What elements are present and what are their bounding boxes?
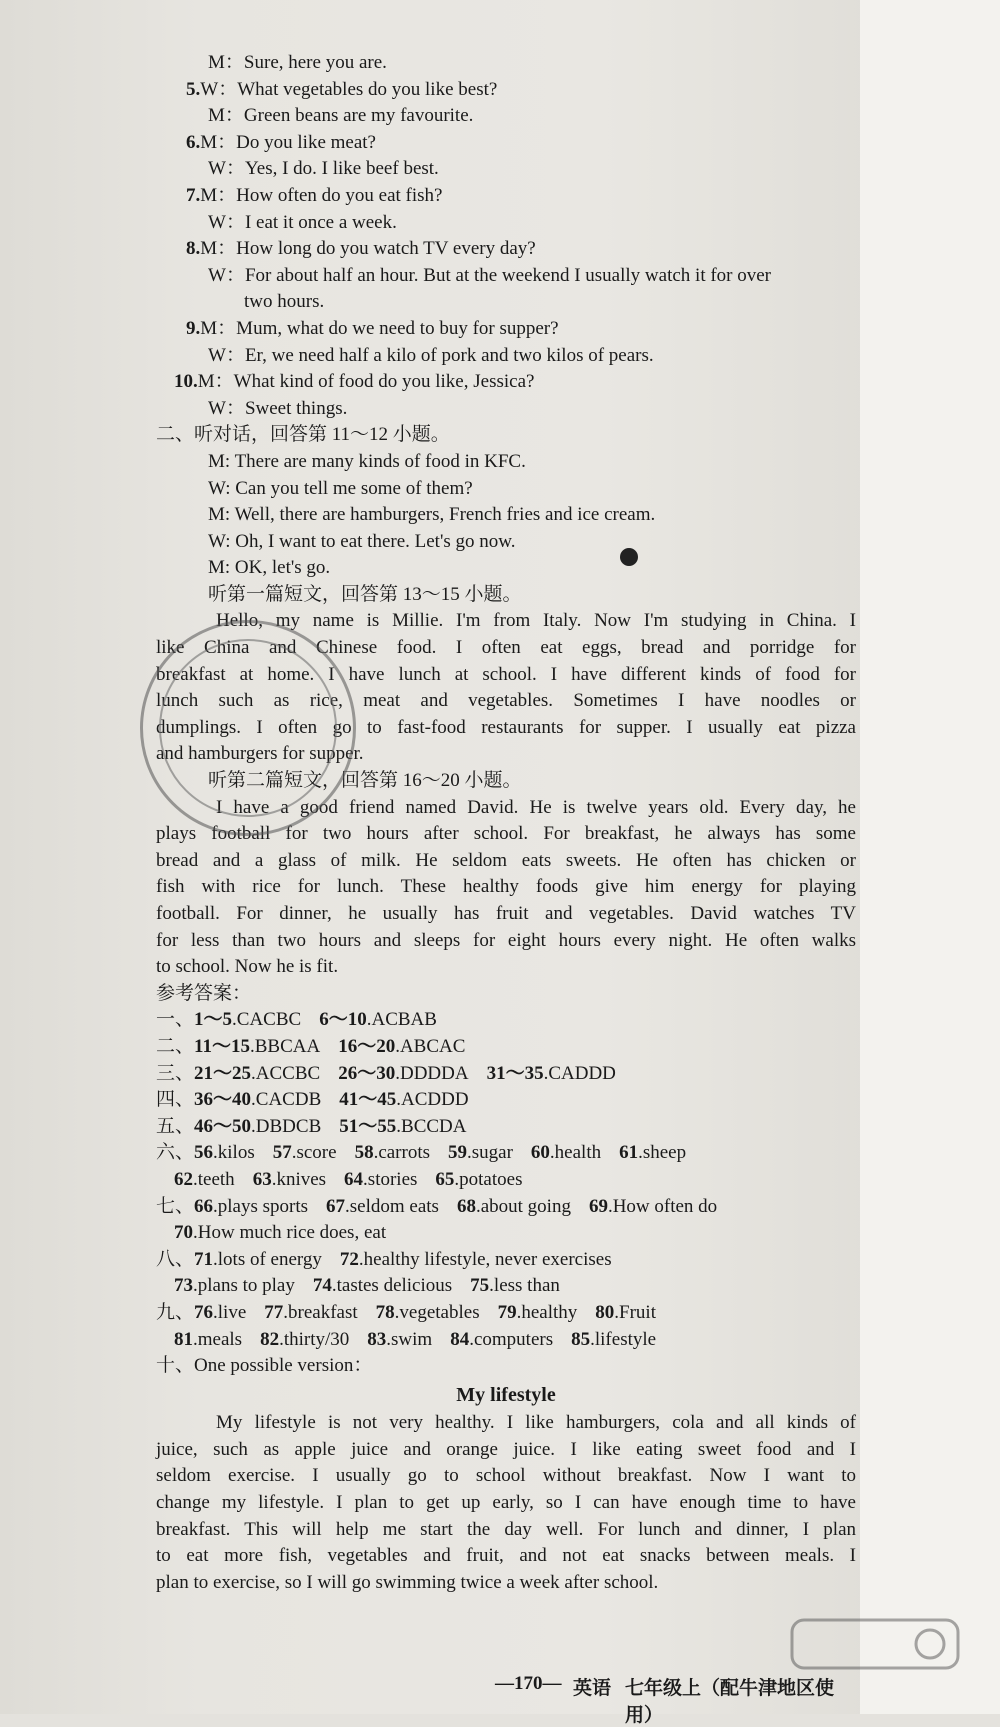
answer-section-label: 四、	[156, 1089, 195, 1111]
answer-row: 九、76.live 77.breakfast 78.vegetables 79.healthy 80.Fruit	[156, 1301, 656, 1323]
answer-range: 62	[174, 1168, 193, 1190]
answer-value: BCCDA	[401, 1115, 467, 1137]
essay-line: to eat more fish, vegetables and fruit, and not eat snacks between meals. I	[156, 1545, 856, 1567]
answer-range: 70	[174, 1222, 193, 1244]
dialog-line: 8 . M：How long do you watch TV every day?	[156, 236, 856, 263]
speaker-label: M	[200, 238, 218, 260]
dialog-line: W：Yes, I do. I like beef best.	[208, 158, 439, 180]
dialog-line: M: There are many kinds of food in KFC.	[208, 450, 526, 472]
answer-range: 26～30	[338, 1062, 396, 1084]
answer-range: 83	[367, 1328, 387, 1350]
essay-line: My lifestyle is not very healthy. I like hamburgers, cola and all kinds of	[216, 1412, 856, 1434]
dialog-text: two hours.	[244, 291, 325, 313]
answer-value: health	[554, 1142, 602, 1164]
answer-row: 四、36～40.CACDB 41～45.ACDDD	[156, 1089, 469, 1111]
answer-row: 八、71.lots of energy 72.healthy lifestyle, never exercises	[156, 1248, 612, 1270]
answer-value: ABCAC	[399, 1035, 466, 1057]
answer-row: 62.teeth 63.knives 64.stories 65.potatoes	[174, 1168, 523, 1190]
answer-range: 65	[435, 1168, 455, 1190]
answer-range: 71	[194, 1248, 214, 1270]
dialog-line: W：For about half an hour. But at the weekend I usually watch it for over	[208, 264, 772, 286]
answer-value: seldom eats	[349, 1195, 439, 1217]
question-number: 5 .	[186, 79, 200, 100]
answer-value: thirty/30	[283, 1328, 350, 1350]
answer-range: 64	[344, 1168, 364, 1190]
page-footer	[0, 1665, 860, 1726]
answer-section-label: 二、	[156, 1035, 195, 1057]
answer-section-label: 九、	[156, 1301, 195, 1323]
essay-line: change my lifestyle. I plan to get up early, so I can have enough time to have	[156, 1492, 856, 1514]
dialog-text: Er, we need half a kilo of pork and two kilos of pears.	[244, 344, 654, 366]
answer-range: 58	[354, 1142, 374, 1164]
speaker-label: W	[208, 264, 226, 286]
answer-range: 46～50	[194, 1115, 252, 1137]
answer-value: vegetables	[399, 1301, 480, 1323]
answer-value: healthy	[521, 1301, 578, 1323]
speaker-label: M	[208, 52, 225, 73]
answer-value: carrots	[378, 1142, 431, 1164]
answer-range: 51～55	[339, 1115, 397, 1137]
answer-value: ACCBC	[255, 1062, 321, 1084]
essay-line: seldom exercise. I usually go to school without breakfast. Now I want to	[156, 1465, 856, 1487]
answer-row: 73.plans to play 74.tastes delicious 75.less than	[174, 1275, 560, 1297]
dialog-text: How long do you watch TV every day?	[236, 238, 536, 260]
answer-row: 七、66.plays sports 67.seldom eats 68.about going 69.How often do	[156, 1195, 718, 1217]
answer-value: knives	[276, 1168, 327, 1190]
dialog-text: Sweet things.	[244, 397, 348, 419]
answer-section-label: 八、	[156, 1248, 195, 1270]
dialog-line: M: Well, there are hamburgers, French fries and ice cream.	[208, 504, 656, 526]
answer-range: 69	[588, 1195, 608, 1217]
answer-value: less than	[493, 1275, 560, 1297]
answer-section-label: 七、	[156, 1195, 195, 1217]
answer-range: 78	[375, 1301, 395, 1323]
answer-range: 79	[497, 1301, 517, 1323]
answer-range: 16～20	[338, 1035, 396, 1057]
answer-range: 57	[272, 1142, 292, 1164]
dialog-line: W: Oh, I want to eat there. Let's go now.	[208, 530, 516, 552]
question-number: 8 .	[186, 238, 200, 259]
passage-line: Hello, my name is Millie. I'm from Italy. Now I'm studying in China. I	[216, 610, 856, 632]
dialog-text: Green beans are my favourite.	[243, 105, 474, 127]
answer-value: sheep	[642, 1142, 687, 1164]
answer-value: tastes delicious	[336, 1275, 453, 1297]
answer-range: 85	[571, 1328, 591, 1350]
answer-range: 73	[174, 1275, 193, 1297]
answer-value: swim	[391, 1328, 433, 1350]
answer-value: live	[217, 1301, 247, 1323]
essay-line: plan to exercise, so I will go swimming twice a week after school.	[156, 1571, 659, 1593]
passage-line: breakfast at home. I have lunch at school. I have different kinds of food for	[156, 663, 856, 685]
answer-value: BBCAA	[254, 1035, 321, 1057]
answer-value: stories	[367, 1168, 418, 1190]
answer-range: 66	[194, 1195, 214, 1217]
answer-row: 81.meals 82.thirty/30 83.swim 84.computers 85.lifestyle	[174, 1328, 657, 1350]
passage-line: football. For dinner, he usually has fruit and vegetables. David watches TV	[156, 903, 856, 924]
answer-section-label: 一、	[156, 1009, 195, 1031]
answer-range: 63	[252, 1168, 272, 1190]
dialog-text: Sure, here you are.	[243, 52, 387, 73]
speaker-label: M	[200, 131, 218, 153]
section-heading: 十、One possible version：	[156, 1355, 373, 1377]
answer-section-label: 三、	[156, 1062, 195, 1084]
answer-value: lots of energy	[217, 1248, 322, 1270]
answer-range: 11～15	[194, 1035, 250, 1057]
speaker-label: W	[208, 158, 226, 180]
passage-line: for less than two hours and sleeps for eight hours every night. He often walks	[156, 929, 856, 951]
essay-title: My lifestyle	[456, 1383, 556, 1406]
dialog-line: M: OK, let's go.	[208, 557, 331, 579]
dialog-line: 6 . M：Do you like meat?	[156, 130, 856, 157]
speaker-label: M	[200, 184, 218, 206]
answer-range: 60	[530, 1142, 550, 1164]
dialog-text: How often do you eat fish?	[236, 184, 443, 206]
question-number: 7 .	[186, 185, 200, 206]
answer-value: Fruit	[619, 1301, 656, 1323]
dialog-text: Mum, what do we need to buy for supper?	[236, 317, 559, 339]
answer-range: 61	[619, 1142, 639, 1164]
answer-range: 31～35	[486, 1062, 544, 1084]
answer-row: 三、21～25.ACCBC 26～30.DDDDA 31～35.CADDD	[156, 1062, 616, 1084]
footer-subject: 英语	[573, 1678, 612, 1699]
answer-range: 76	[194, 1301, 214, 1323]
question-number: 6 .	[186, 132, 200, 153]
answer-value: DDDDA	[399, 1062, 469, 1084]
dialog-text: Do you like meat?	[236, 131, 376, 153]
section-heading: 听第一篇短文，回答第 13～15 小题。	[208, 583, 522, 605]
answer-row: 六、56.kilos 57.score 58.carrots 59.sugar 60.health 61.sheep	[156, 1142, 687, 1164]
answer-range: 68	[456, 1195, 476, 1217]
answer-value: CACDB	[255, 1089, 322, 1111]
passage-line: lunch such as rice, meat and vegetables. Sometimes I have noodles or	[156, 690, 856, 712]
answer-value: How much rice does, eat	[197, 1222, 387, 1244]
passage-line: and hamburgers for supper.	[156, 743, 364, 765]
question-number: 10 .	[174, 371, 198, 392]
answer-row: 70.How much rice does, eat	[174, 1222, 387, 1244]
answer-value: ACDDD	[401, 1089, 469, 1111]
answer-range: 82	[260, 1328, 280, 1350]
speaker-label: M	[200, 317, 218, 339]
answer-range: 41～45	[339, 1089, 397, 1111]
answer-value: score	[296, 1142, 337, 1164]
answer-range: 1～5	[194, 1009, 233, 1031]
answer-value: breakfast	[288, 1301, 358, 1323]
answer-row: 五、46～50.DBDCB 51～55.BCCDA	[156, 1115, 467, 1137]
passage-line: like China and Chinese food. I often eat eggs, bread and porridge for	[156, 637, 856, 659]
dialog-text: What kind of food do you like, Jessica?	[233, 371, 535, 393]
passage-line: fish with rice for lunch. These healthy foods give him energy for playing	[156, 876, 856, 898]
dialog-line	[156, 289, 856, 316]
stamp-seal	[140, 620, 356, 836]
dialog-text: I eat it once a week.	[244, 211, 397, 233]
answer-range: 21～25	[194, 1062, 252, 1084]
answer-row: 二、11～15.BBCAA 16～20.ABCAC	[156, 1035, 466, 1057]
section-heading: 二、听对话，回答第 11～12 小题。	[156, 424, 450, 446]
answer-range: 80	[595, 1301, 615, 1323]
dialog-line: M：Sure, here you are.	[208, 52, 387, 73]
dialog-line: M：Green beans are my favourite.	[208, 105, 474, 127]
answer-range: 81	[174, 1328, 193, 1350]
page-number: —170—	[495, 1673, 562, 1694]
passage-line: to school. Now he is fit.	[156, 956, 339, 978]
speaker-label: W	[208, 397, 226, 419]
passage-line: plays football for two hours after school. For breakfast, he always has some	[156, 823, 856, 845]
dialog-line: 10 . M：What kind of food do you like, Jessica?	[156, 369, 856, 396]
speaker-label: M	[197, 371, 215, 393]
essay-line: juice, such as apple juice and orange juice. I like eating sweet food and I	[156, 1438, 856, 1460]
speaker-label: W	[208, 211, 226, 233]
answer-range: 72	[339, 1248, 359, 1270]
answer-value: computers	[473, 1328, 554, 1350]
question-number: 9 .	[186, 318, 200, 339]
answer-section-label: 六、	[156, 1142, 195, 1164]
answer-value: How often do	[612, 1195, 718, 1217]
answer-section-label: 五、	[156, 1115, 195, 1137]
dialog-text: For about half an hour. But at the weekend I usually watch it for over	[244, 264, 772, 286]
dialog-line: 5 . W：What vegetables do you like best?	[156, 77, 856, 104]
ink-spot	[620, 548, 638, 566]
answer-value: lifestyle	[594, 1328, 657, 1350]
dialog-text: Yes, I do. I like beef best.	[244, 158, 439, 180]
answer-range: 36～40	[194, 1089, 252, 1111]
dialog-text: What vegetables do you like best?	[237, 78, 498, 100]
dialog-line: 7 . M：How often do you eat fish?	[156, 183, 856, 210]
answer-range: 84	[450, 1328, 470, 1350]
passage-line: dumplings. I often go to fast-food restaurants for supper. I usually eat pizza	[156, 716, 856, 738]
passage-line: bread and a glass of milk. He seldom eats sweets. He often has chicken or	[156, 849, 856, 871]
answer-range: 56	[194, 1142, 214, 1164]
answer-value: healthy lifestyle, never exercises	[363, 1248, 612, 1270]
speaker-label: M	[208, 105, 225, 127]
answer-row: 一、1～5.CACBC 6～10.ACBAB	[156, 1009, 437, 1031]
footer-grade: 七年级上（配牛津地区使用）	[625, 1678, 835, 1726]
dialog-line: W: Can you tell me some of them?	[208, 477, 473, 499]
answer-value: kilos	[217, 1142, 255, 1164]
speaker-label: W	[208, 344, 226, 366]
answer-value: DBDCB	[255, 1115, 322, 1137]
answer-range: 77	[264, 1301, 284, 1323]
section-heading: 听第二篇短文，回答第 16～20 小题。	[208, 770, 522, 792]
passage-line: I have a good friend named David. He is twelve years old. Every day, he	[216, 796, 856, 818]
adjacent-page-edge	[860, 0, 1000, 1714]
answer-value: about going	[480, 1195, 571, 1217]
answer-range: 74	[312, 1275, 332, 1297]
answer-value: teeth	[197, 1168, 235, 1190]
answer-value: sugar	[471, 1142, 513, 1164]
answer-value: CADDD	[548, 1062, 616, 1084]
essay-line: breakfast. This will help me start the day well. For lunch and dinner, I plan	[156, 1518, 856, 1540]
watermark-logo-icon	[790, 1614, 960, 1674]
answer-range: 75	[470, 1275, 490, 1297]
answer-value: plays sports	[217, 1195, 309, 1217]
dialog-line: 9 . M：Mum, what do we need to buy for supper?	[156, 316, 856, 343]
speaker-label: W	[200, 78, 219, 100]
answer-value: potatoes	[459, 1168, 523, 1190]
answer-value: CACBC	[236, 1009, 302, 1031]
dialog-line: W：Sweet things.	[208, 397, 348, 419]
answer-range: 6～10	[319, 1009, 367, 1031]
answers-heading: 参考答案：	[156, 982, 252, 1004]
dialog-line: W：I eat it once a week.	[208, 211, 397, 233]
answer-value: ACBAB	[371, 1009, 437, 1031]
answer-range: 67	[326, 1195, 346, 1217]
dialog-line: W：Er, we need half a kilo of pork and two kilos of pears.	[208, 344, 654, 366]
answer-value: meals	[197, 1328, 243, 1350]
answer-value: plans to play	[197, 1275, 295, 1297]
answer-range: 59	[448, 1142, 468, 1164]
